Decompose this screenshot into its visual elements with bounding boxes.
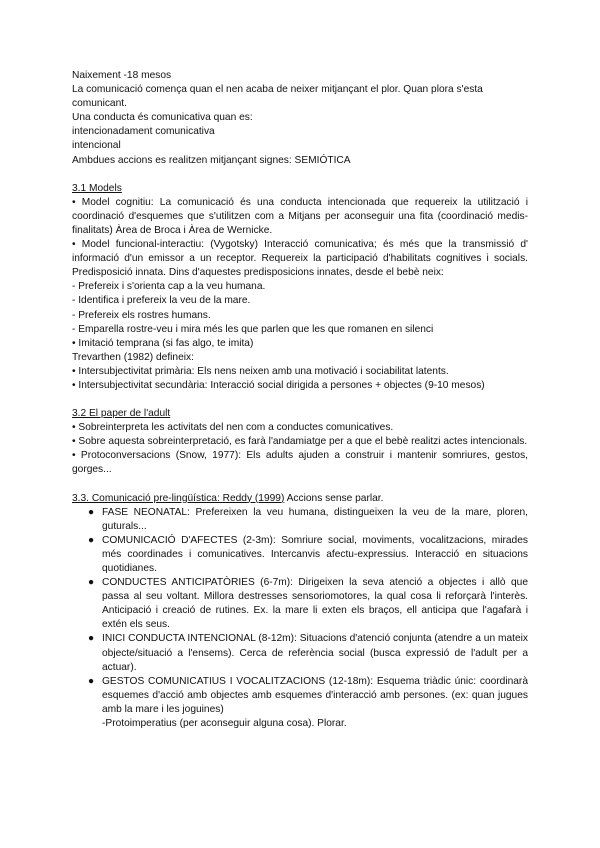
intro-line: Ambdues accions es realitzen mitjançant signes: SEMIÓTICA: [72, 154, 351, 166]
bullet-icon: ●: [88, 675, 95, 687]
paragraph: • Sobre aquesta sobreinterpretació, es farà l'andamiatge per a que el bebè realitzi actes intencionals.: [72, 436, 528, 448]
phase-text: INICI CONDUCTA INTENCIONAL (8-12m): Situacions d'atenció conjunta (atendre a un mateix objecte/situació a l'ensems). Cerca de referència social (busca expressió de l'adult per a actuar).: [102, 633, 528, 673]
list-item: • Intersubjectivitat secundària: Interacció social dirigida a persones + objectes (9-10 mesos): [72, 379, 485, 391]
list-item: [72, 534, 528, 576]
list-item: [72, 675, 528, 717]
phase-text: COMUNICACIÓ D'AFECTES (2-3m): Somriure social, moviments, vocalitzacions, mirades més coordinades i comunicatives. Intercanvis afectu-expressius. Interacció en situacions quotidianes.: [102, 534, 528, 574]
intro-line: intencionadament comunicativa: [72, 126, 215, 138]
intro-title: Naixement -18 mesos: [72, 70, 172, 81]
list-item: [72, 632, 528, 674]
list-item: - Emparella rostre-veu i mira més les que parlen que les que romanen en silenci: [72, 323, 434, 335]
list-item: - Identifica i prefereix la veu de la mare.: [72, 295, 251, 307]
list-item: [72, 576, 528, 632]
section-heading-adult: 3.2 El paper de l'adult: [72, 408, 171, 420]
heading-text: 3.3. Comunicació pre-lingüística: Reddy (1999): [72, 492, 285, 504]
spacer: [72, 393, 528, 407]
section-heading-models: 3.1 Models: [72, 182, 122, 194]
bullet-icon: ●: [88, 577, 95, 589]
paragraph: Trevarthen (1982) defineix:: [72, 351, 194, 363]
phase-list: [72, 506, 528, 717]
intro-line: Una conducta és comunicativa quan es:: [72, 112, 253, 124]
list-item: • Intersubjectivitat primària: Els nens neixen amb una motivació i sociabilitat latents.: [72, 365, 449, 377]
phase-text: GESTOS COMUNICATIUS I VOCALITZACIONS (12-18m): Esquema triàdic únic: coordinarà esquemes d'acció amb objectes amb esquemes d'interacció amb persones. (ex: quan jugues amb la mare i les joguines): [102, 675, 528, 715]
bullet-icon: ●: [88, 506, 95, 518]
paragraph: • Model cognitiu: La comunicació és una conducta intencionada que requereix la utilització i coordinació d'esquemes que s'utilitzen com a Mitjans per aconseguir una fita (coordinació medis-finalitats) Àrea de Broca i Àrea de Wernicke.: [72, 196, 528, 236]
phase-text: CONDUCTES ANTICIPATÒRIES (6-7m): Dirigeixen la seva atenció a objectes i allò que passa al seu voltant. Millora destresses sensoriomotores, la qual cosa li reforçarà l'interès. Anticipació i creació de rutines. Ex. la mare li exten els braços, ell anticipa que l'agafarà i extén els seus.: [102, 577, 528, 631]
phase-note: -Protoimperatius (per aconseguir alguna cosa). Plorar.: [102, 718, 347, 730]
list-item: - Prefereix i s'orienta cap a la veu humana.: [72, 281, 266, 293]
bullet-icon: ●: [88, 534, 95, 546]
phase-text: FASE NEONATAL: Prefereixen la veu humana, distingueixen la veu de la mare, ploren, guturals...: [102, 506, 528, 532]
list-item: • Imitació temprana (si fas algo, te imita): [72, 337, 254, 349]
list-item: [72, 506, 528, 534]
list-item: - Prefereix els rostres humans.: [72, 309, 211, 321]
heading-subtitle: Accions sense parlar.: [284, 492, 384, 504]
spacer: [72, 478, 528, 492]
intro-line: La comunicació comença quan el nen acaba de neixer mitjançant el plor. Quan plora s'esta comunicant.: [72, 84, 483, 110]
document-page: [72, 69, 528, 731]
section-heading-prelinguistic: [72, 492, 528, 506]
paragraph: • Model funcional-interactiu: (Vygotsky) Interacció comunicativa; és més que la transmissió d' informació d'un emissor a un receptor. Requereix la participació d'habilitats cognitives i socials. Predisposició innata. Dins d'aquestes predisposicions innates, desde el bebè neix:: [72, 239, 528, 279]
spacer: [72, 168, 528, 182]
intro-line: intencional: [72, 140, 121, 152]
bullet-icon: ●: [88, 633, 95, 645]
paragraph: • Sobreinterpreta les activitats del nen com a conductes comunicatives.: [72, 422, 394, 434]
paragraph: • Protoconversacions (Snow, 1977): Els adults ajuden a construir i mantenir somriures, gestos, gorges...: [72, 450, 528, 476]
